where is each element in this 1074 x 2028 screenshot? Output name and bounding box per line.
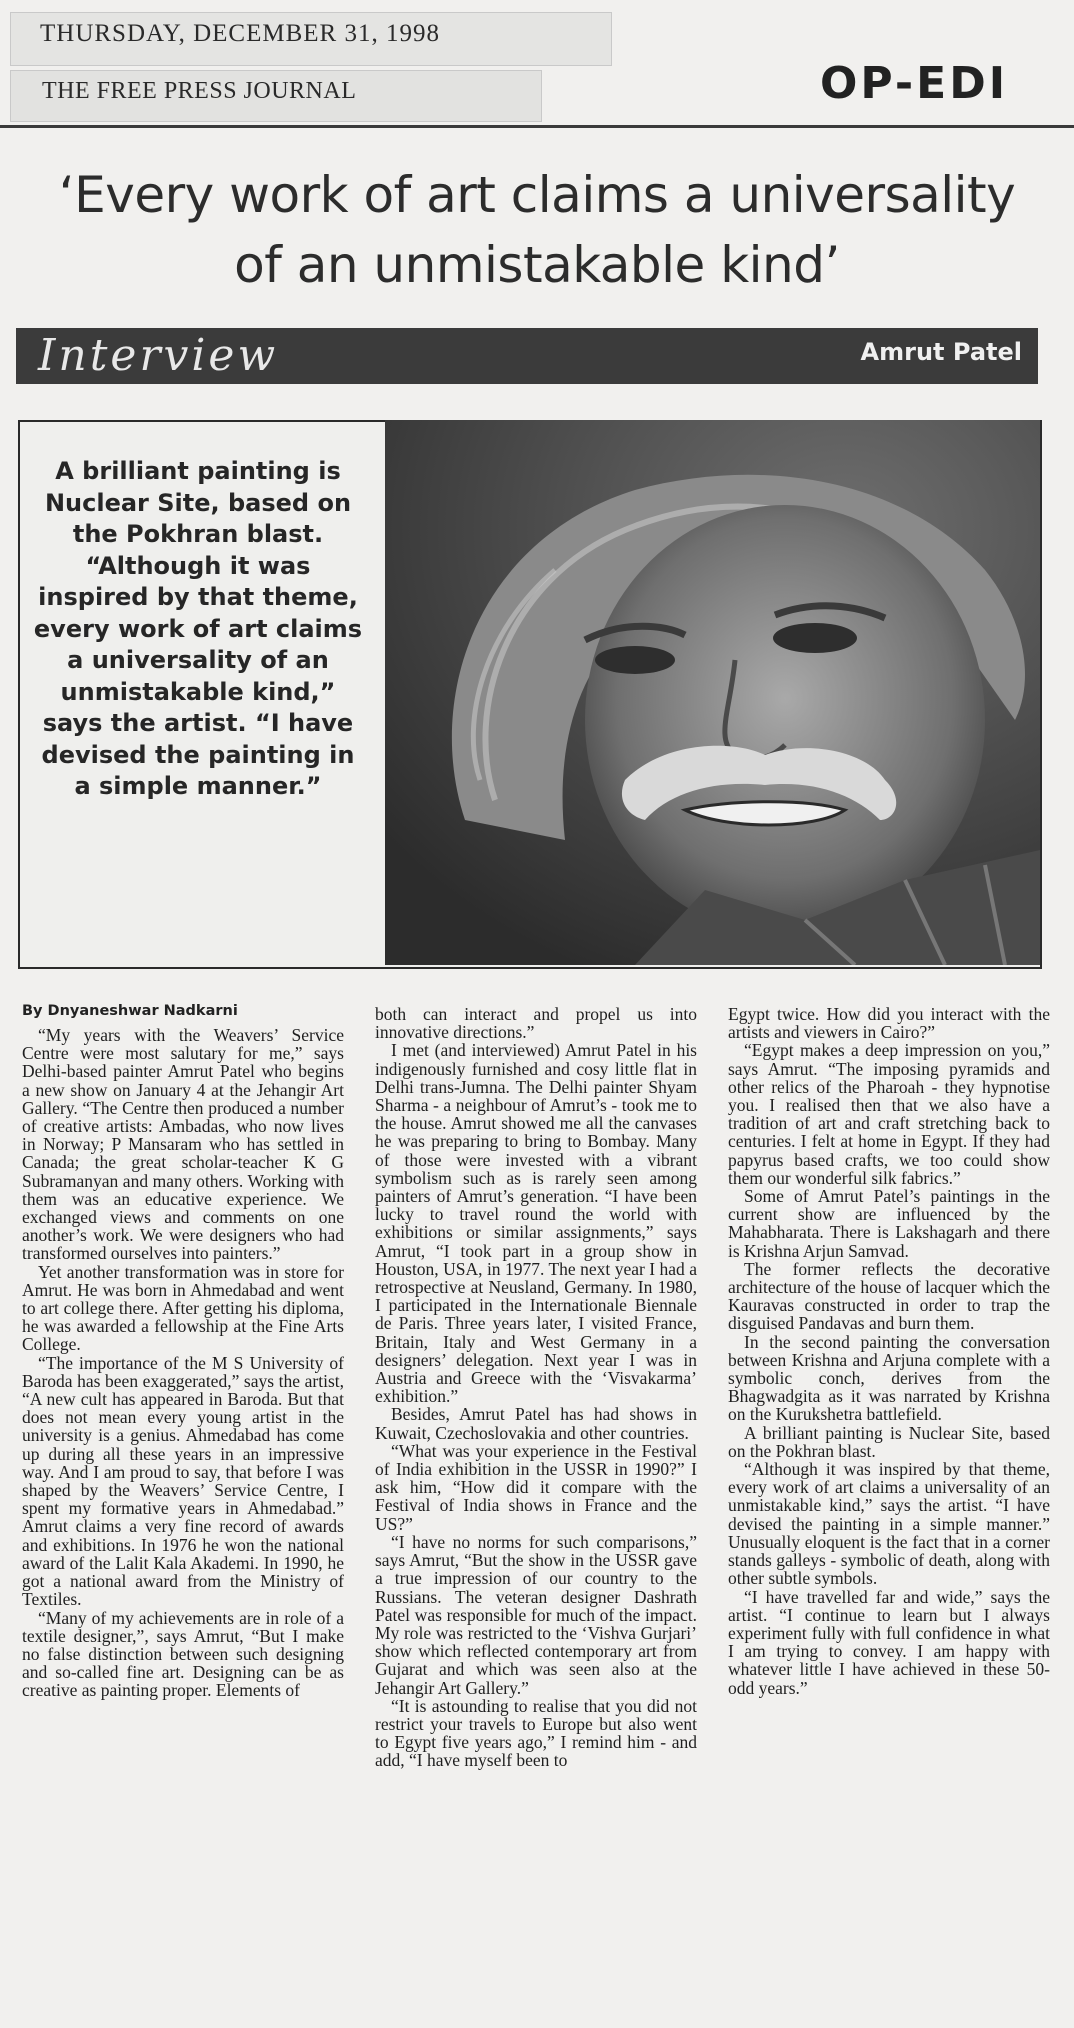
paragraph: “My years with the Weavers’ Service Centre were most salutary for me,” says Delhi-based painter Amrut Patel who begins a new show on January 4 at the Jehangir Art Gallery. “The Centre then produced a number of creative artists: Ambadas, who now lives in Norway; P Mansaram who has settled in Canada; the great scholar-teacher K G Subramanyan and many others. Working with them was an educative experience. We exchanged views and comments on one another’s work. We were designers who had transformed ourselves into painters.” xyxy=(22,1025,344,1264)
paragraph: “What was your experience in the Festival of India exhibition in the USSR in 1990?” I ask him, “How did it compare with the Festival of India shows in France and the US?” xyxy=(375,1440,697,1534)
banner-subject: Amrut Patel xyxy=(860,338,1022,366)
article-column-3 xyxy=(728,1005,1050,1697)
paragraph: both can interact and propel us into innovative directions.” xyxy=(375,1004,697,1043)
paragraph: The former reflects the decorative architecture of the house of lacquer which the Kauravas constructed in order to trap the disguised Pandavas and burn them. xyxy=(728,1258,1050,1334)
byline: By Dnyaneshwar Nadkarni xyxy=(22,1003,238,1019)
paragraph: Egypt twice. How did you interact with the artists and viewers in Cairo?” xyxy=(728,1004,1050,1043)
paragraph: In the second painting the conversation between Krishna and Arjuna complete with a symbolic conch, derives from the Bhagwadgita as it was narrated by Krishna on the Kurukshetra battlefield. xyxy=(728,1331,1050,1425)
section-tag: OP-EDI xyxy=(820,58,1009,109)
masthead-rule xyxy=(0,125,1074,128)
paragraph: “Although it was inspired by that theme, every work of art claims a universality of an unmistakable kind,” says the artist. “I have devised the painting in a simple manner.” Unusually eloquent is the fact that in a corner stands galleys - symbolic of death, along with other subtle symbols. xyxy=(728,1459,1050,1589)
article-column-1 xyxy=(22,1026,344,1700)
paragraph: “Egypt makes a deep impression on you,” says Amrut. “The imposing pyramids and other relics of the Pharoah - they hypnotise you. I realised then that we also have a tradition of art and craft stretching back to centuries. I felt at home in Egypt. If they had papyrus based crafts, we too could show them our wonderful silk fabrics.” xyxy=(728,1040,1050,1188)
newspaper-name: THE FREE PRESS JOURNAL xyxy=(42,78,357,104)
headline-line-1: ‘Every work of art claims a universality xyxy=(58,166,1016,224)
banner-label: Interview xyxy=(38,330,279,381)
paragraph: Some of Amrut Patel’s paintings in the current show are influenced by the Mahabharata. There is Lakshagarh and there is Krishna Arjun Samvad. xyxy=(728,1186,1050,1261)
paragraph: “It is astounding to realise that you did not restrict your travels to Europe but also went to Egypt five years ago,” I remind him - and add, “I have myself been to xyxy=(375,1695,697,1771)
publication-date: THURSDAY, DECEMBER 31, 1998 xyxy=(40,20,440,47)
interview-banner xyxy=(16,328,1038,384)
artist-portrait-photo xyxy=(385,420,1040,965)
headline-line-2: of an unmistakable kind’ xyxy=(234,236,840,294)
paragraph: “The importance of the M S University of Baroda has been exaggerated,” says the artist, “A new cult has appeared in Baroda. But that does not mean every young artist in the university is a genius. Ahmedabad has come up during all these years in an impressive way. And I am proud to say, that before I was shaped by the Weavers’ Service Centre, I spent my formative years in Ahmedabad.” Amrut claims a very fine record of awards and exhibitions. In 1976 he won the national award of the Lalit Kala Akademi. In 1990, he got a national award from the Ministry of Textiles. xyxy=(22,1352,344,1610)
paragraph: I met (and interviewed) Amrut Patel in his indigenously furnished and cosy little flat in Delhi trans-Jumna. The Delhi painter Shyam Sharma - a neighbour of Amrut’s - took me to the house. Amrut showed me all the canvases he was preparing to bring to Bombay. Many of those were invested with a vibrant symbolism such as is rarely seen among painters of Amrut’s generation. “I have been lucky to travel round the world with exhibitions or similar assignments,” says Amrut, “I took part in a group show in Houston, USA, in 1977. The next year I had a retrospective at Neusland, Germany. In 1980, I participated in the Internationale Biennale de Paris. Three years later, I visited France, Britain, Italy and West Germany in a designers’ delegation. Next year I was in Austria and Greece with the ‘Visvakarma’ exhibition.” xyxy=(375,1040,697,1407)
paragraph: A brilliant painting is Nuclear Site, based on the Pokhran blast. xyxy=(728,1422,1050,1461)
paragraph: “I have no norms for such comparisons,” says Amrut, “But the show in the USSR gave a true impression of our country to the Russians. The veteran designer Dashrath Patel was responsible for much of the impact. My role was restricted to the ‘Vishva Gurjari’ show which reflected contemporary art from Gujarat and which was seen also at the Jehangir Art Gallery.” xyxy=(375,1531,697,1698)
paragraph: “I have travelled far and wide,” says the artist. “I continue to learn but I always experiment fully with full confidence in what I am trying to convey. I am happy with whatever little I have achieved in these 50-odd years.” xyxy=(728,1586,1050,1698)
paragraph: Besides, Amrut Patel has had shows in Kuwait, Czechoslovakia and other countries. xyxy=(375,1404,697,1443)
headline xyxy=(0,160,1074,300)
article-column-2 xyxy=(375,1005,697,1770)
paragraph: Yet another transformation was in store for Amrut. He was born in Ahmedabad and went to art college there. After getting his diploma, he was awarded a fellowship at the Fine Arts College. xyxy=(22,1261,344,1355)
portrait-image xyxy=(385,420,1040,965)
pull-quote: A brilliant painting is Nuclear Site, based on the Pokhran blast. “Although it was inspired by that theme, every work of art claims a universality of an unmistakable kind,” says the artist. “I have devised the painting in a simple manner.” xyxy=(33,457,363,800)
paragraph: “Many of my achievements are in role of a textile designer,”, says Amrut, “But I make no false distinction between such designing and so-called fine art. Designing can be as creative as painting proper. Elements of xyxy=(22,1607,344,1701)
